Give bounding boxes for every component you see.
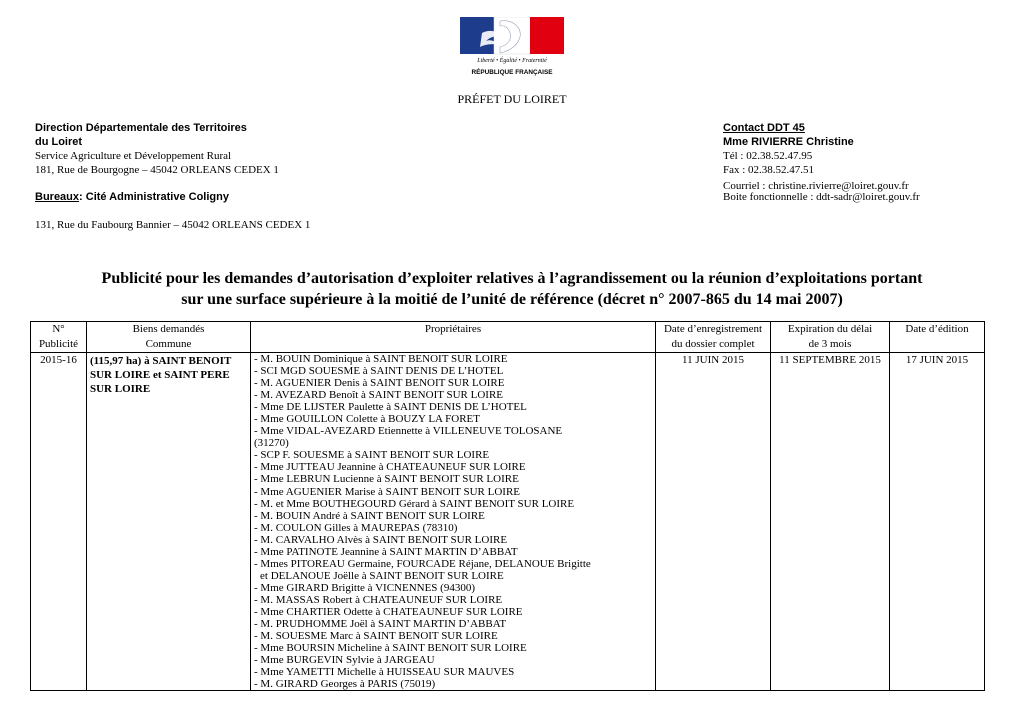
owner-item: - Mmes PITOREAU Germaine, FOURCADE Réjane, DELANOUE Brigitte: [254, 557, 591, 570]
owner-item: - M. SOUESME Marc à SAINT BENOIT SUR LOIRE: [254, 630, 498, 643]
direction-line1: Direction Départementale des Territoires: [35, 122, 247, 134]
owner-item: - M. GIRARD Georges à PARIS (75019): [254, 678, 436, 691]
owner-item: - SCI MGD SOUESME à SAINT DENIS DE L’HOTEL: [254, 365, 504, 378]
svg-text:Liberté • Égalité • Fraternité: Liberté • Égalité • Fraternité: [477, 58, 547, 64]
svg-text:RÉPUBLIQUE FRANÇAISE: RÉPUBLIQUE FRANÇAISE: [471, 69, 553, 76]
contact-title: Contact DDT 45: [723, 122, 805, 134]
header-date: Date d’enregistrement du dossier complet: [656, 322, 771, 353]
publicity-table: [30, 321, 985, 691]
owner-item: - Mme YAMETTI Michelle à HUISSEAU SUR MAUVES: [254, 666, 515, 679]
table-header-row: [31, 322, 985, 353]
cell-edition: 17 JUIN 2015: [890, 353, 985, 691]
header-expiration: Expiration du délai de 3 mois: [771, 322, 890, 353]
header-num: N° Publicité: [31, 322, 87, 353]
cell-num: 2015-16: [31, 353, 87, 691]
table-row: [31, 353, 985, 691]
owner-item: et DELANOUE Joëlle à SAINT BENOIT SUR LOIRE: [260, 569, 504, 582]
contact-tel: Tél : 02.38.52.47.95: [723, 150, 813, 162]
contact-name: Mme RIVIERRE Christine: [723, 136, 854, 148]
contact-boite: Boite fonctionnelle : ddt-sadr@loiret.gouv.fr: [723, 191, 920, 203]
owner-item: - Mme BOURSIN Micheline à SAINT BENOIT SUR LOIRE: [254, 642, 527, 655]
service-line: Service Agriculture et Développement Rural: [35, 150, 232, 162]
header-edition: Date d’édition: [890, 322, 985, 353]
owner-item: - Mme GOUILLON Colette à BOUZY LA FORET: [254, 413, 480, 426]
contact-fax: Fax : 02.38.52.47.51: [723, 164, 815, 176]
bureaux-label: Bureaux: [35, 191, 80, 203]
cell-biens: (115,97 ha) à SAINT BENOIT SUR LOIRE et SAINT PERE SUR LOIRE: [87, 353, 251, 691]
owner-item: - M. AVEZARD Benoît à SAINT BENOIT SUR LOIRE: [254, 389, 504, 402]
cell-proprietaires: [251, 353, 656, 691]
owner-item: - M. MASSAS Robert à CHATEAUNEUF SUR LOIRE: [254, 593, 503, 606]
owner-item: - Mme DE LIJSTER Paulette à SAINT DENIS DE L’HOTEL: [254, 401, 527, 414]
owner-item: - SCP F. SOUESME à SAINT BENOIT SUR LOIRE: [254, 449, 490, 462]
owner-item: - Mme CHARTIER Odette à CHATEAUNEUF SUR LOIRE: [254, 605, 523, 618]
owner-item: - Mme JUTTEAU Jeannine à CHATEAUNEUF SUR LOIRE: [254, 461, 526, 474]
address-line2: 131, Rue du Faubourg Bannier – 45042 ORLEANS CEDEX 1: [35, 219, 311, 231]
title-line1: Publicité pour les demandes d’autorisation d’exploiter relatives à l’agrandissement ou la réunion d’exploitations portant: [101, 270, 923, 287]
cell-date: 11 JUIN 2015: [656, 353, 771, 691]
owner-item: (31270): [254, 437, 289, 450]
prefet-heading: PRÉFET DU LOIRET: [457, 92, 567, 106]
owner-item: - Mme BURGEVIN Sylvie à JARGEAU: [254, 654, 435, 667]
owner-item: - M. AGUENIER Denis à SAINT BENOIT SUR LOIRE: [254, 377, 505, 390]
bureaux-line: [35, 191, 229, 205]
bureaux-value: : Cité Administrative Coligny: [79, 191, 229, 203]
marianne-logo-icon: [460, 17, 564, 81]
direction-line2: du Loiret: [35, 136, 83, 148]
address-line1: 181, Rue de Bourgogne – 45042 ORLEANS CEDEX 1: [35, 164, 279, 176]
owner-item: - Mme VIDAL-AVEZARD Etiennette à VILLENEUVE TOLOSANE: [254, 425, 563, 438]
owner-item: - Mme AGUENIER Marise à SAINT BENOIT SUR LOIRE: [254, 485, 521, 498]
owner-item: - M. BOUIN Dominique à SAINT BENOIT SUR LOIRE: [254, 353, 508, 365]
owner-item: - Mme PATINOTE Jeannine à SAINT MARTIN D’ABBAT: [254, 545, 518, 558]
owner-item: - M. et Mme BOUTHEGOURD Gérard à SAINT BENOIT SUR LOIRE: [254, 497, 575, 510]
cell-expiration: 11 SEPTEMBRE 2015: [771, 353, 890, 691]
owner-item: - Mme LEBRUN Lucienne à SAINT BENOIT SUR LOIRE: [254, 473, 519, 486]
owner-item: - M. COULON Gilles à MAUREPAS (78310): [254, 521, 458, 534]
owner-item: - M. PRUDHOMME Joël à SAINT MARTIN D’ABBAT: [254, 618, 507, 631]
page-title: [40, 268, 984, 310]
contact-courriel: Courriel : christine.rivierre@loiret.gouv.fr: [723, 180, 909, 192]
header-proprietaires: Propriétaires: [251, 322, 656, 353]
owner-item: - Mme GIRARD Brigitte à VICNENNES (94300): [254, 581, 475, 594]
owner-item: - M. BOUIN André à SAINT BENOIT SUR LOIRE: [254, 509, 485, 522]
header-biens: Biens demandés Commune: [87, 322, 251, 353]
owners-list: [254, 353, 652, 690]
title-line2: sur une surface supérieure à la moitié de l’unité de référence (décret n° 2007-865 du 14 mai 2007): [181, 291, 843, 308]
owner-item: - M. CARVALHO Alvès à SAINT BENOIT SUR LOIRE: [254, 533, 508, 546]
